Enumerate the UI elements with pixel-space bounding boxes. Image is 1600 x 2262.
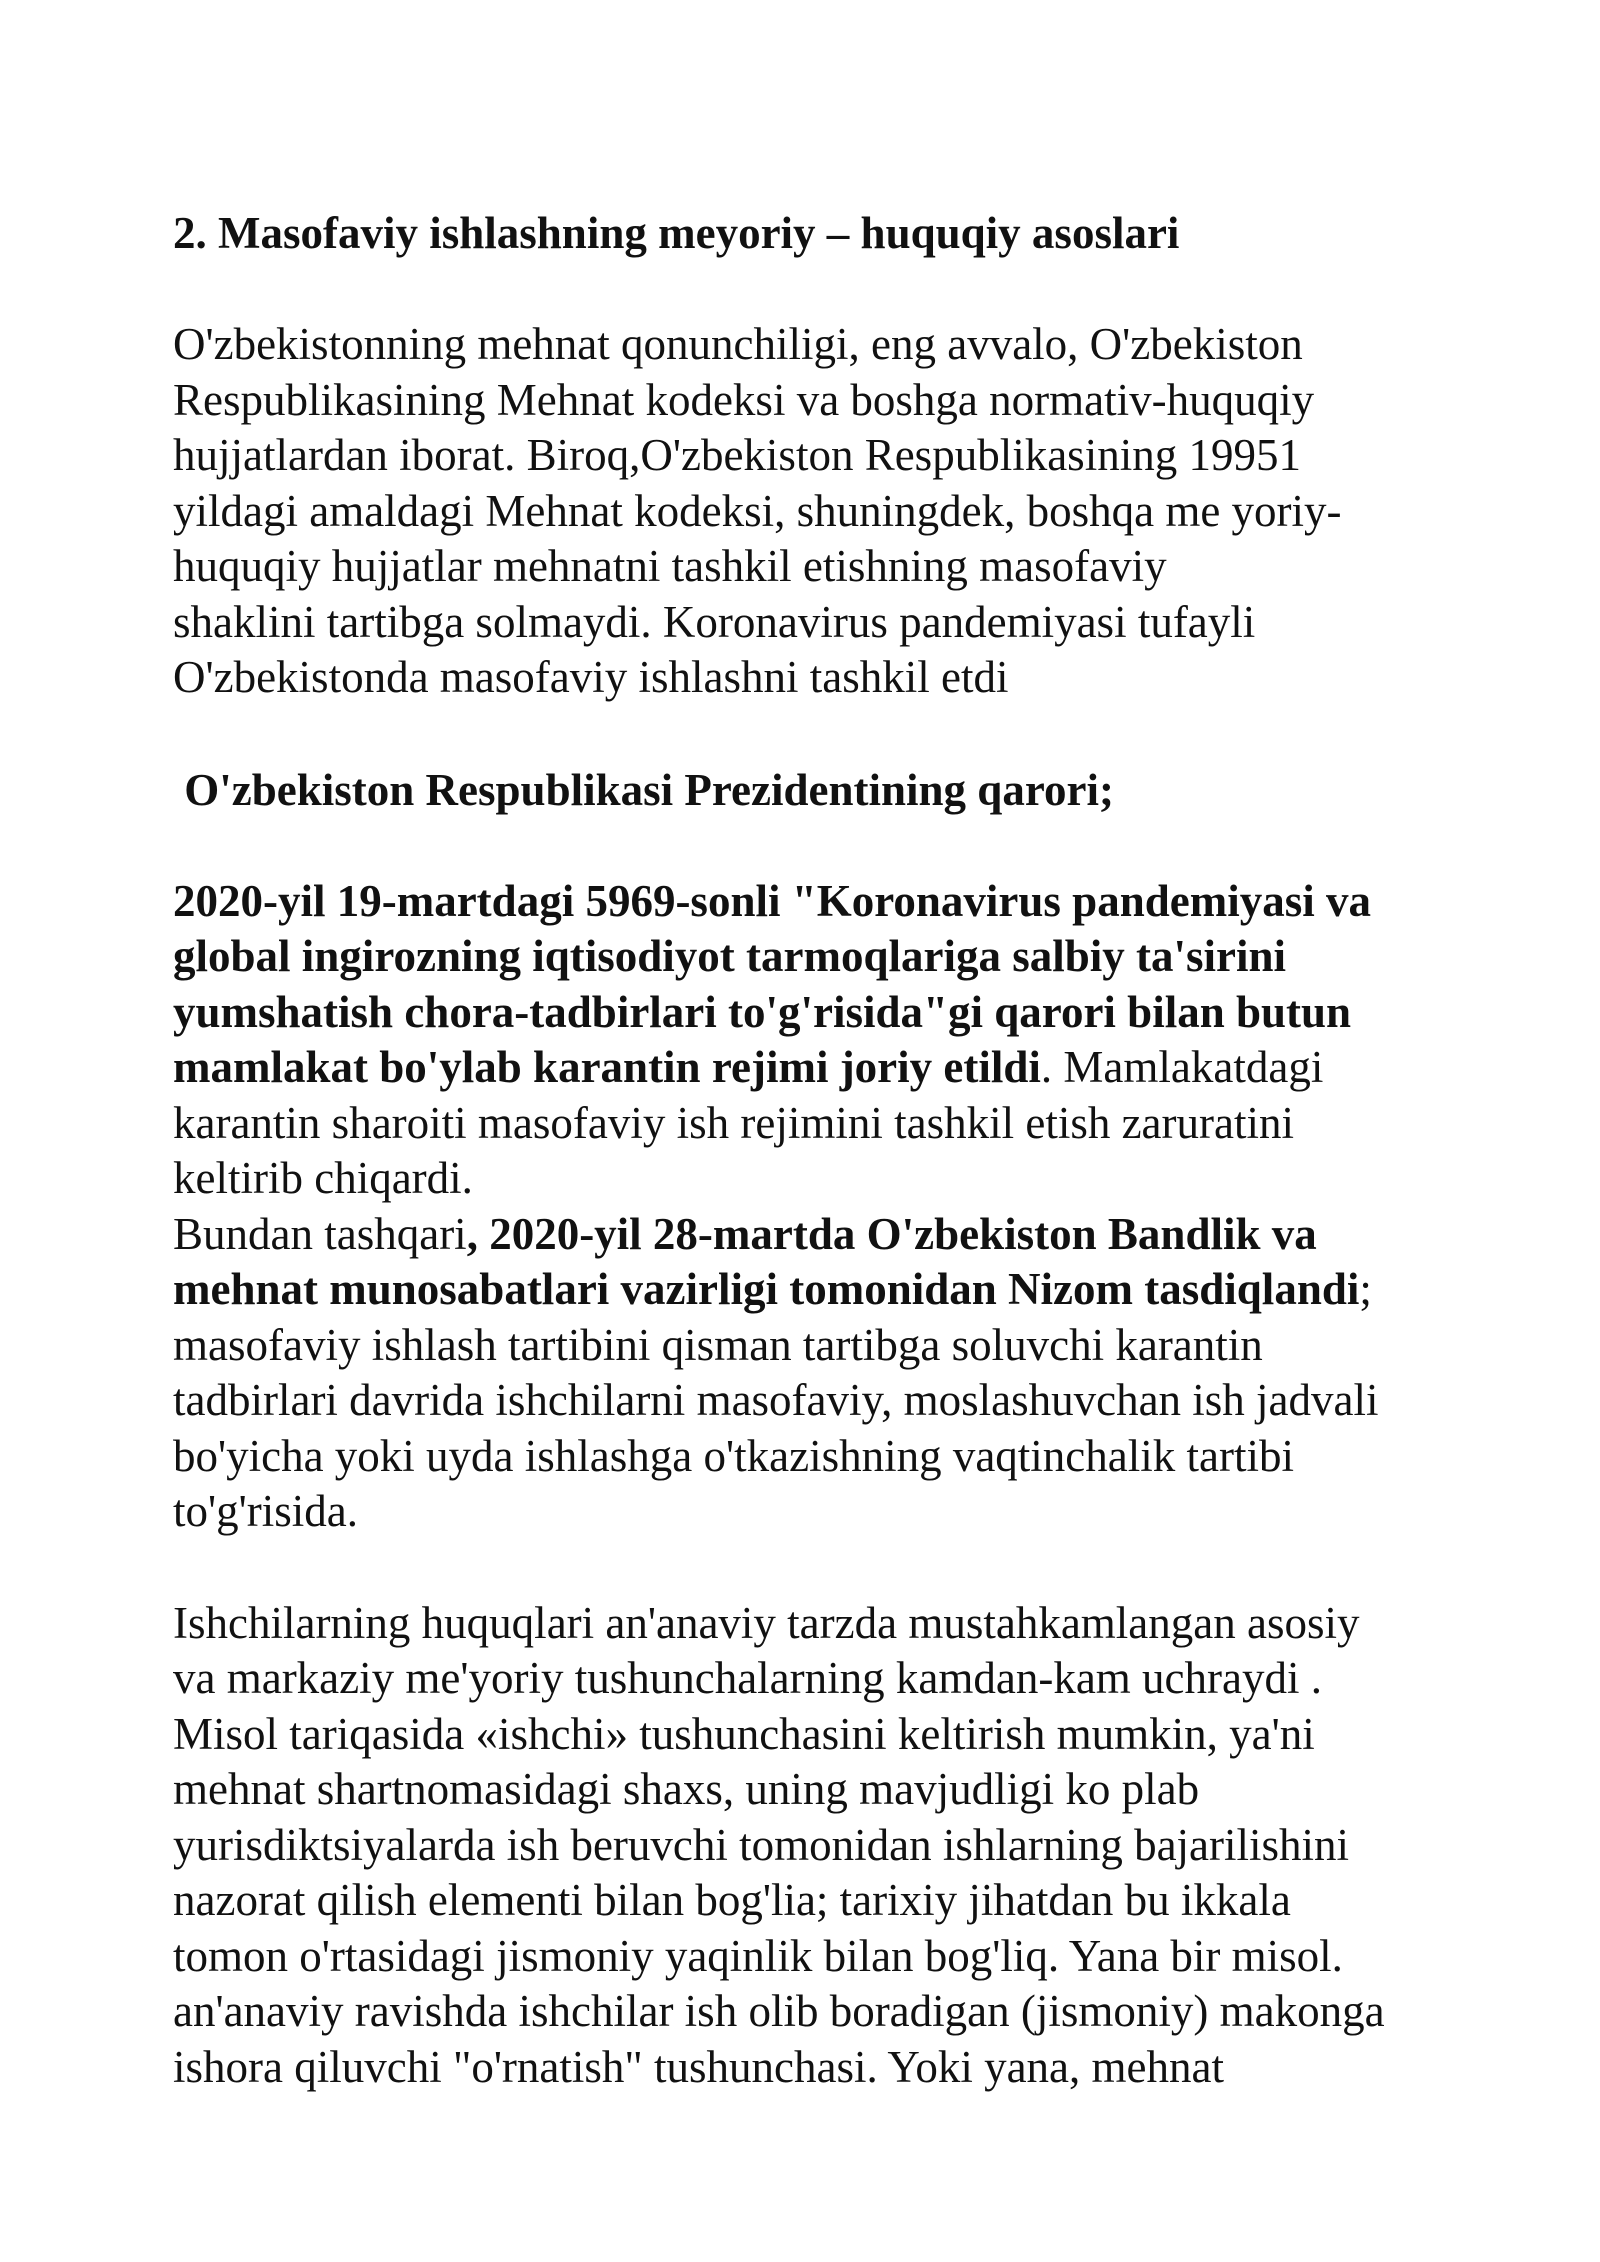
document-body xyxy=(173,205,1493,2095)
text-line: karantin sharoiti masofaviy ish rejimini tashkil etish zaruratini xyxy=(173,1097,1294,1148)
text-line: ishora qiluvchi "o'rnatish" tushunchasi. Yoki yana, mehnat xyxy=(173,2041,1224,2092)
text-line: O'zbekistonning mehnat qonunchiligi, eng avvalo, O'zbekiston xyxy=(173,319,1303,369)
paragraph-gap xyxy=(173,818,1493,874)
text-line: tadbirlari davrida ishchilarni masofaviy, moslashuvchan ish jadvali xyxy=(173,1375,1379,1425)
text-bold-span: , 2020-yil 28-martda O'zbekiston Bandlik va xyxy=(466,1208,1317,1259)
text-line: shaklini tartibga solmaydi. Koronavirus pandemiyasi tufayli xyxy=(173,596,1256,647)
paragraph-gap xyxy=(173,1540,1493,1596)
text-line: Respublikasining Mehnat kodeksi va boshga normativ-huquqiy xyxy=(173,374,1315,425)
text-bold-span: mehnat munosabatlari vazirligi tomonidan Nizom tasdiqlandi xyxy=(173,1264,1360,1314)
text-bold-span: mamlakat bo'ylab karantin rejimi joriy etildi xyxy=(173,1042,1041,1092)
paragraph-intro xyxy=(173,317,1493,706)
text-line: to'g'risida. xyxy=(173,1486,358,1536)
text-line: Misol tariqasida «ishchi» tushunchasini keltirish mumkin, ya'ni xyxy=(173,1708,1315,1759)
text-line: an'anaviy ravishda ishchilar ish olib boradigan (jismoniy) makonga xyxy=(173,1986,1385,2036)
text-line: huquqiy hujjatlar mehnatni tashkil etishning masofaviy xyxy=(173,541,1167,591)
text-line-mixed xyxy=(173,1262,1493,1318)
text-line: yurisdiktsiyalarda ish beruvchi tomonidan ishlarning bajarilishini xyxy=(173,1819,1350,1870)
text-normal-span: . Mamlakatdagi xyxy=(1040,1042,1324,1092)
text-line-bold: global ingirozning iqtisodiyot tarmoqlariga salbiy ta'sirini xyxy=(173,931,1287,981)
text-line: mehnat shartnomasidagi shaxs, uning mavjudligi ko plab xyxy=(173,1764,1200,1814)
paragraph-regulation xyxy=(173,1207,1493,1540)
paragraph-gap xyxy=(173,706,1493,762)
paragraph-decree xyxy=(173,874,1493,1207)
text-line: va markaziy me'yoriy tushunchalarning kamdan-kam uchraydi . xyxy=(173,1653,1322,1703)
text-line: tomon o'rtasidagi jismoniy yaqinlik bilan bog'liq. Yana bir misol. xyxy=(173,1930,1343,1981)
text-line: O'zbekistonda masofaviy ishlashni tashkil etdi xyxy=(173,652,1009,702)
text-line-mixed xyxy=(173,1040,1493,1096)
text-line: yildagi amaldagi Mehnat kodeksi, shuningdek, boshqa me yoriy- xyxy=(173,485,1342,536)
text-line-mixed xyxy=(173,1207,1493,1263)
text-line: Ishchilarning huquqlari an'anaviy tarzda mustahkamlangan asosiy xyxy=(173,1597,1360,1648)
text-normal-span: Bundan tashqari xyxy=(173,1208,467,1259)
text-line: nazorat qilish elementi bilan bog'lia; tarixiy jihatdan bu ikkala xyxy=(173,1875,1291,1925)
text-line-bold: yumshatish chora-tadbirlari to'g'risida"gi qarori bilan butun xyxy=(173,986,1352,1037)
text-line: hujjatlardan iborat. Biroq,O'zbekiston Respublikasining 19951 xyxy=(173,430,1301,480)
text-line-bold: 2020-yil 19-martdagi 5969-sonli "Koronavirus pandemiyasi va xyxy=(173,875,1371,926)
text-line: masofaviy ishlash tartibini qisman tartibga soluvchi karantin xyxy=(173,1319,1263,1370)
section-heading: 2. Masofaviy ishlashning meyoriy – huquqiy asoslari xyxy=(173,208,1180,258)
subheading: O'zbekiston Respublikasi Prezidentining qarori; xyxy=(173,764,1114,815)
text-line: keltirib chiqardi. xyxy=(173,1153,473,1203)
paragraph-rights xyxy=(173,1596,1493,2096)
text-normal-span: ; xyxy=(1359,1264,1372,1314)
text-line: bo'yicha yoki uyda ishlashga o'tkazishning vaqtinchalik tartibi xyxy=(173,1430,1294,1481)
paragraph-gap xyxy=(173,261,1493,317)
